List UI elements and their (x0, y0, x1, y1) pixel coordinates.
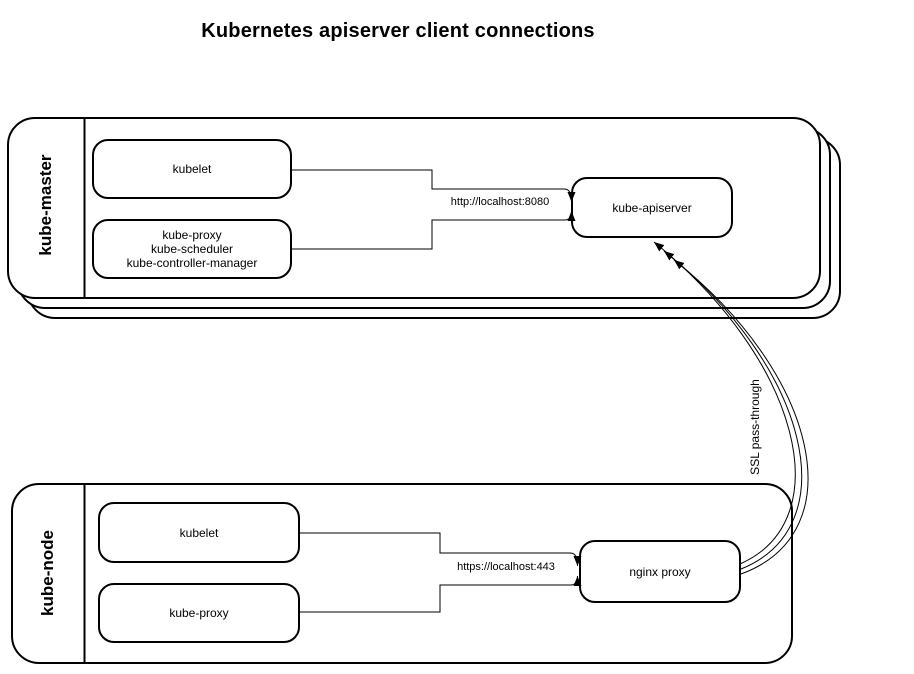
http-localhost-8080-edge-label: http://localhost:8080 (450, 196, 550, 208)
kube-master-group-label: kube-master (36, 154, 55, 256)
kube-node-group-label: kube-node (38, 530, 57, 616)
master-service-kube-controller-manager: kube-controller-manager (126, 256, 258, 270)
ssl-pass-through-edge-label: SSL pass-through (748, 379, 762, 475)
nginx-proxy-label: nginx proxy (629, 564, 691, 579)
node-kube-proxy-label: kube-proxy (169, 606, 229, 620)
diagram-title: Kubernetes apiserver client connections (201, 19, 595, 42)
kube-apiserver-label: kube-apiserver (612, 200, 692, 215)
master-services-label (93, 220, 291, 278)
master-service-kube-scheduler: kube-scheduler (150, 242, 234, 256)
node-kubelet-label: kubelet (179, 525, 219, 540)
https-localhost-443-edge-label: https://localhost:443 (457, 561, 555, 573)
master-service-kube-proxy: kube-proxy (162, 228, 222, 242)
master-kubelet-label: kubelet (172, 162, 212, 176)
